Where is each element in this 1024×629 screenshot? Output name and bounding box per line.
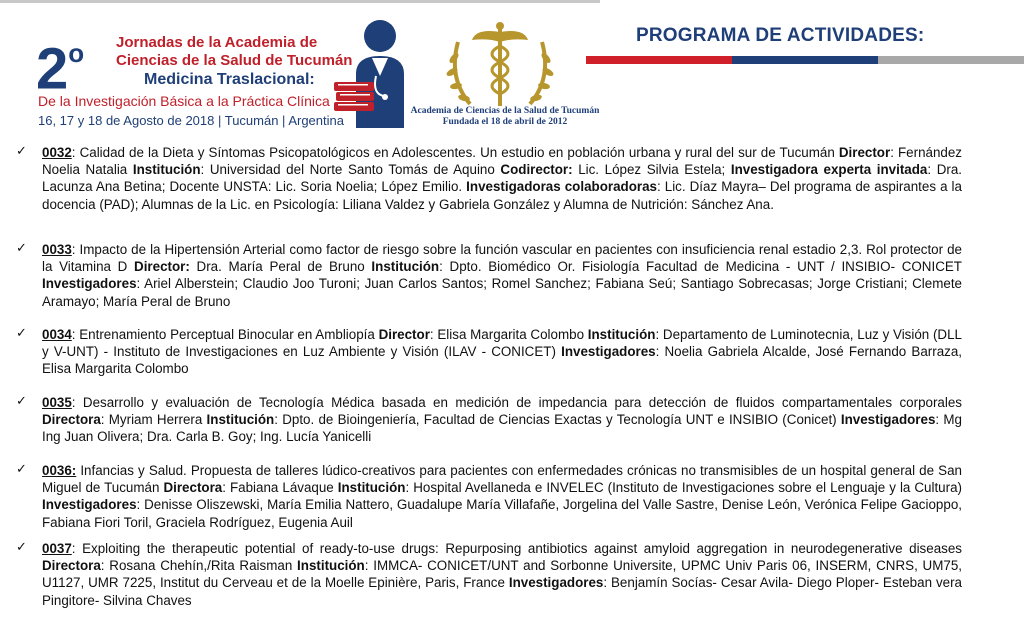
event-dates-location: 16, 17 y 18 de Agosto de 2018 | Tucumán | Argentina [38, 113, 344, 128]
accent-bar-grey [878, 56, 1024, 64]
edition-number: 2$^o$ [36, 36, 85, 102]
field-label: Institución [206, 412, 275, 428]
checkmark-icon: ✓ [16, 462, 27, 477]
field-value: : Dpto. Biomédico Or. Fisiología Facultad de Medicina - UNT / INSIBIO- CONICET [439, 259, 962, 275]
checkmark-icon: ✓ [16, 394, 27, 409]
field-value: : Benjamín Socías- Cesar Avila- Diego Ploper- Esteban vera Pingitore- Silvina Chaves [42, 575, 962, 608]
field-label: Investigadores [561, 344, 656, 360]
entry-text [42, 540, 962, 609]
seal-caption: Academia de Ciencias de la Salud de Tucumán [410, 106, 600, 116]
field-label: Director: [134, 259, 190, 275]
doctor-icon [332, 16, 412, 128]
field-value: : Impacto de la Hipertensión Arterial como factor de riesgo sobre la función vascular en pacientes con insuficiencia renal estadio 2,3. Rol protector de la Vitamina D [42, 242, 962, 275]
field-label: Directora [163, 480, 223, 496]
field-value: : Fernández Noelia Natalia [42, 145, 962, 178]
field-value: : Ariel Alberstein; Claudio Joo Turoni; Juan Carlos Santos; Romel Sanchez; Fabiana Seú; Santiago Sobrecasas; Jorge Cristiani; Clemete Aramayo; María Peral de Bruno [42, 276, 962, 309]
field-value: Lic. López Silvia Estela; [572, 162, 731, 178]
project-code: 0033 [42, 242, 72, 257]
field-value: : Entrenamiento Perceptual Binocular en Ambliopía [71, 327, 379, 342]
entry-text [42, 394, 962, 446]
field-label: Investigadores [508, 575, 604, 591]
entry-text [42, 144, 962, 213]
project-code: 0035 [42, 395, 72, 410]
checkmark-icon: ✓ [16, 326, 27, 341]
event-title-line1: Jornadas de la Academia de [116, 34, 318, 51]
field-label: Institución [587, 327, 656, 342]
program-title: PROGRAMA DE ACTIVIDADES: [636, 25, 925, 46]
event-title-line2: Ciencias de la Salud de Tucumán [116, 52, 353, 69]
field-value: : Rosana Chehín,/Rita Raisman [100, 558, 298, 574]
field-label: Directora [42, 412, 101, 428]
entry-text [42, 241, 962, 310]
checkmark-icon: ✓ [16, 241, 27, 256]
entry-text [42, 462, 962, 531]
field-value: : Elisa Margarita Colombo [429, 327, 588, 342]
project-code: 0036: [42, 463, 77, 478]
project-code: 0037 [42, 541, 72, 556]
field-label: Director [838, 145, 891, 160]
header [0, 0, 1024, 140]
caduceus-seal-icon [440, 18, 560, 110]
project-code: 0034 [42, 327, 72, 342]
field-label: Investigadoras colaboradoras [466, 179, 657, 195]
field-value: : Universidad del Norte Santo Tomás de Aquino [200, 162, 501, 178]
field-label: Director [378, 327, 430, 342]
field-value: Dra. María Peral de Bruno [189, 259, 372, 275]
field-value: : Dra. Lacunza Ana Betina; Docente UNSTA: Lic. Soria Noelia; López Emilio. [42, 162, 962, 195]
field-value: : IMMCA- CONICET/UNT and Sorbonne Universite, UPMC Univ Paris 06, INSERM, CNRS, UM75, U1127, UMR 7225, Institut du Cerveau et de la Moelle Epinière, Paris, France [42, 558, 963, 591]
accent-bar-red [586, 56, 732, 64]
field-value: : Noelia Gabriela Alcalde, José Fernando Barraza, Elisa Margarita Colombo [42, 344, 963, 377]
field-label: Directora [42, 558, 101, 574]
field-value: : Myriam Herrera [100, 412, 207, 428]
event-subtitle: Medicina Traslacional: [144, 71, 315, 88]
field-value: : Fabiana Lávaque [222, 480, 338, 496]
field-value: : Denisse Oliszewski, María Emilia Nattero, Guadalupe María Villafañe, Jorgelina del Valle Sastre, Denise León, Verónica Felipe Gacioppo, Fabiana Fiori Toril, Graciela Rodríguez, Eugenia Auil [42, 497, 962, 530]
seal-founded: Fundada el 18 de abril de 2012 [442, 117, 568, 127]
field-label: Investigadora experta invitada [730, 162, 928, 178]
field-label: Investigadores [42, 497, 137, 513]
checkmark-icon: ✓ [16, 144, 27, 159]
field-value: : Mg Ing Juan Olivera; Dra. Carla B. Goy; Ing. Lucía Yanicelli [42, 412, 962, 445]
field-label: Institución [132, 162, 201, 178]
field-label: Institución [297, 558, 365, 574]
field-value: : Lic. Díaz Mayra– Del programa de aspirantes a la docencia (PAD); Alumnas de la Lic. en Psicología: Liliana Valdez y Gabriela González y Alumna de Nutrición: Sánchez Ana. [42, 179, 962, 212]
field-label: Institución [371, 259, 440, 275]
field-value: : Desarrollo y evaluación de Tecnología Médica basada en medición de impedancia para detección de fluidos compartamentales corporales [71, 395, 962, 410]
field-value: : Departamento de Luminotecnia, Luz y Visión (DLL y V-UNT) - Instituto de Investigaciones en Luz Ambiente y Visión (ILAV - CONICET) [42, 327, 962, 360]
field-value: : Calidad de la Dieta y Síntomas Psicopatológicos en Adolescentes. Un estudio en población urbana y rural del sur de Tucumán [71, 145, 839, 160]
field-label: Investigadores [840, 412, 936, 428]
accent-bar-navy [732, 56, 878, 64]
project-code: 0032 [42, 145, 72, 160]
field-label: Investigadores [42, 276, 137, 292]
field-label: Codirector: [500, 162, 573, 178]
top-divider [0, 0, 600, 3]
field-label: Institución [337, 480, 406, 496]
field-value: Infancias y Salud. Propuesta de talleres lúdico-creativos para pacientes con enfermedades crónicas no transmisibles de un hospital general de San Miguel de Tucumán [42, 463, 962, 496]
event-tagline: De la Investigación Básica a la Práctica Clínica [38, 93, 330, 109]
checkmark-icon: ✓ [16, 540, 27, 555]
field-value: : Hospital Avellaneda e INVELEC (Instituto de Investigaciones sobre el Lenguaje y la Cultura) [405, 480, 962, 496]
field-value: : Exploiting the therapeutic potential of ready-to-use drugs: Repurposing antibiotics against amyloid aggregation in neurodegenerative diseases [71, 541, 962, 556]
entry-text [42, 326, 962, 378]
field-value: : Dpto. de Bioingeniería, Facultad de Ciencias Exactas y Tecnología UNT e INSIBIO (Conicet) [274, 412, 841, 428]
